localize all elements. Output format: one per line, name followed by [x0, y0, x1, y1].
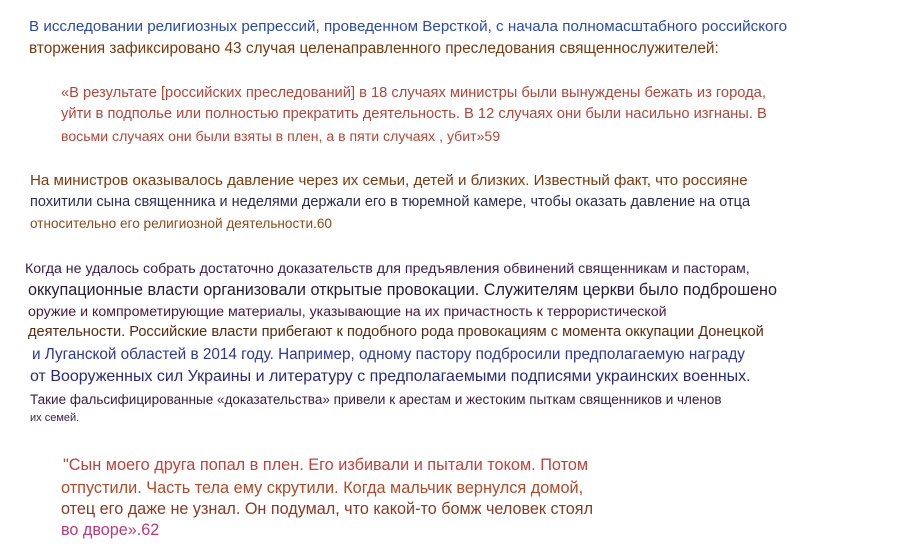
text-line: "Сын моего друга попал в плен. Его избивали и пытали током. Потом — [63, 456, 589, 474]
text-line: оружие и компрометирующие материалы, указывающие на их причастность к террористической — [28, 304, 667, 320]
text-line: уйти в подполье или полностью прекратить деятельность. В 12 случаях они были насильно изгнаны. В — [61, 106, 767, 122]
text-line: во дворе».62 — [61, 521, 160, 539]
text-line: относительно его религиозной деятельности.60 — [30, 216, 332, 231]
text-line: отпустили. Часть тела ему скрутили. Когда мальчик вернулся домой, — [61, 479, 584, 497]
text-line: Такие фальсифицированные «доказательства» привели к арестам и жестоким пыткам священников и членов — [30, 392, 722, 407]
text-line: Когда не удалось собрать достаточно доказательств для предъявления обвинений священникам и пасторам, — [25, 261, 750, 277]
text-line: похитили сына священника и неделями держали его в тюремной камере, чтобы оказать давление на отца — [30, 194, 751, 210]
text-line: На министров оказывалось давление через их семьи, детей и близких. Известный факт, что россияне — [30, 172, 748, 189]
text-line: их семей. — [30, 412, 80, 424]
text-line: от Вооруженных сил Украины и литературу с предполагаемыми подписями украинских военных. — [30, 368, 751, 385]
text-line: «В результате [российских преследований] в 18 случаях министры были вынуждены бежать из города, — [61, 85, 766, 101]
text-line: отец его даже не узнал. Он подумал, что какой-то бомж человек стоял — [61, 500, 594, 518]
text-line: восьми случаях они были взяты в плен, а в пяти случаях , убит»59 — [61, 128, 501, 144]
text-line: деятельности. Российские власти прибегают к подобного рода провокациям с момента оккупации Донецкой — [28, 324, 764, 340]
text-line: вторжения зафиксировано 43 случая целенаправленного преследования священнослужителей: — [29, 40, 719, 57]
text-line: В исследовании религиозных репрессий, проведенном Версткой, с начала полномасштабного российского — [29, 18, 788, 35]
text-line: оккупационные власти организовали открытые провокации. Служителям церкви было подброшено — [28, 281, 777, 299]
text-line: и Луганской областей в 2014 году. Например, одному пастору подбросили предполагаемую награду — [32, 346, 745, 363]
